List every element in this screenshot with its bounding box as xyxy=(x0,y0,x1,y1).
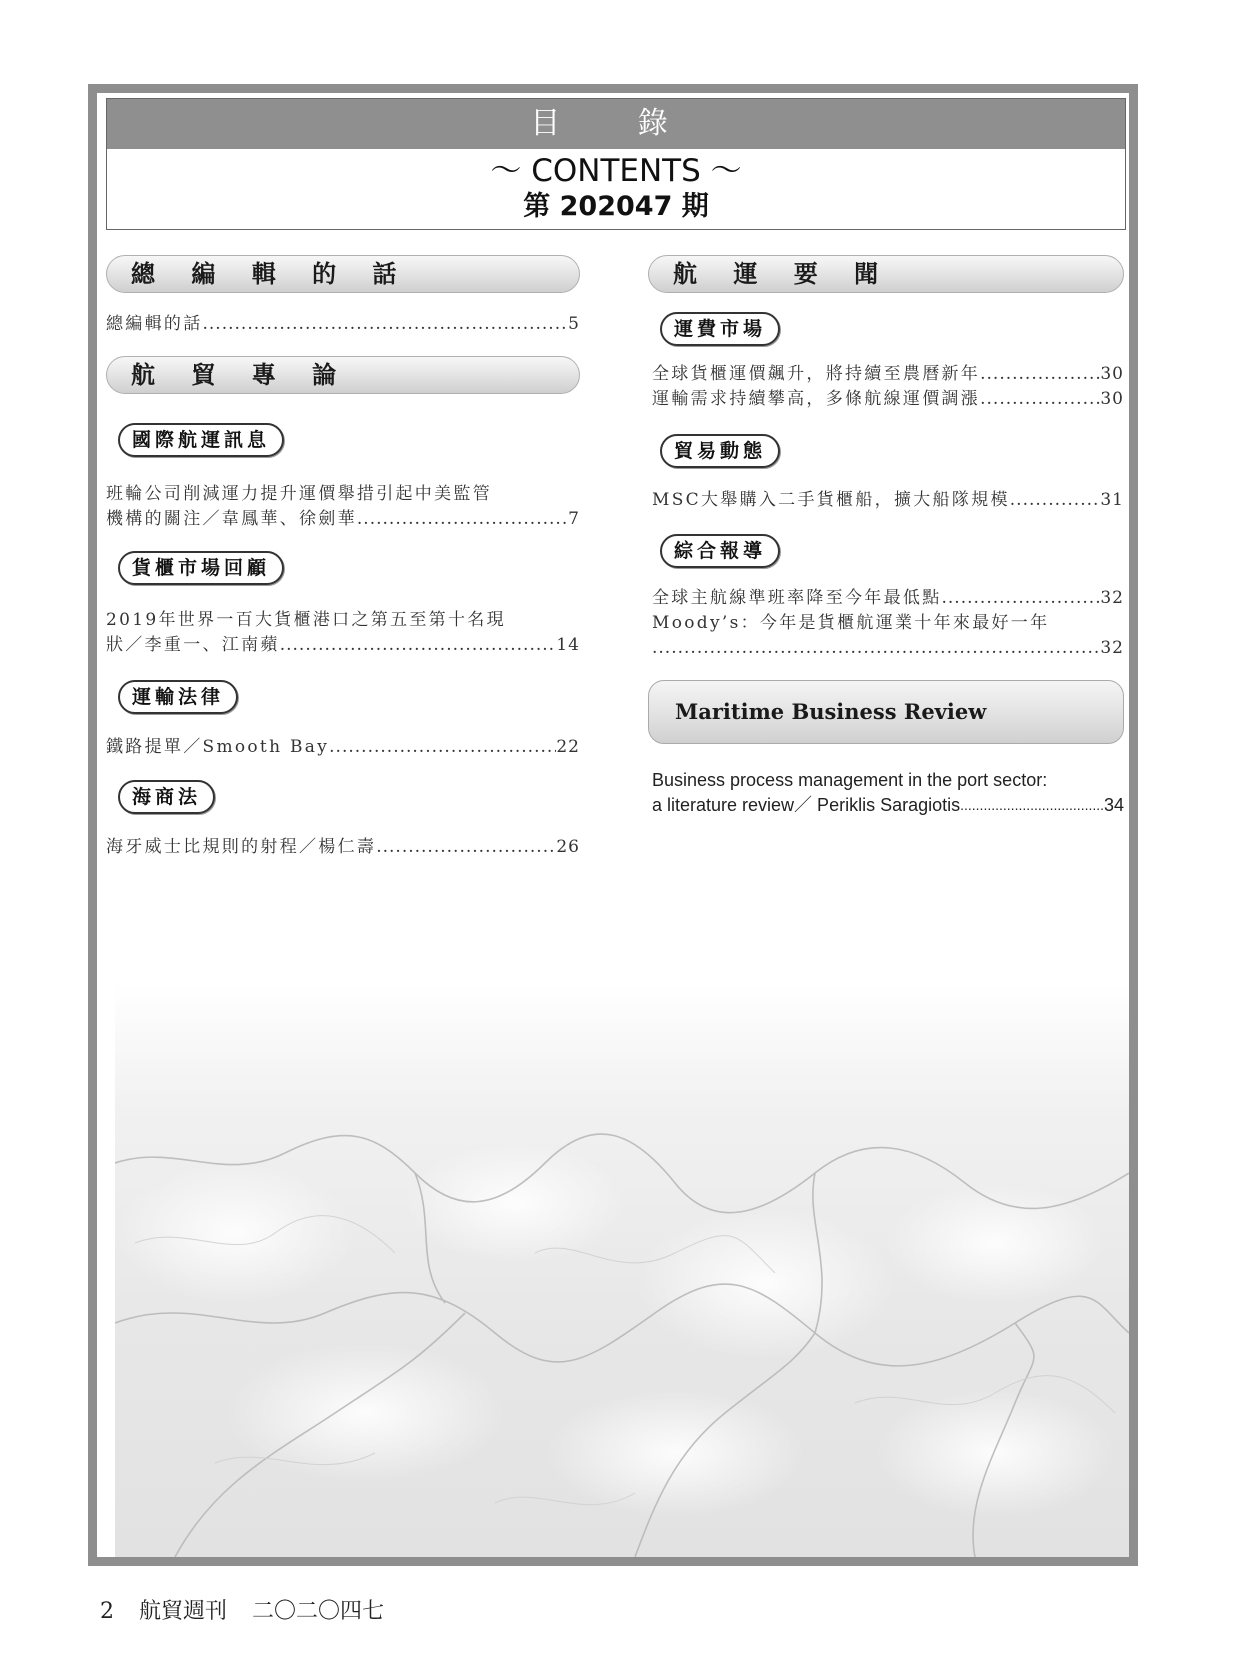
category-container-review: 貨櫃市場回顧 xyxy=(118,551,284,585)
toc-entry-trade[interactable] xyxy=(652,488,1124,513)
entry-page: 32 xyxy=(1100,588,1124,608)
entry-page: 34 xyxy=(1103,795,1124,815)
toc-entry-law[interactable] xyxy=(106,735,580,760)
leader-dots xyxy=(652,636,1100,661)
entry-page: 5 xyxy=(568,314,580,334)
toc-entry-freight-2[interactable] xyxy=(652,387,1124,412)
contents-subtitle: ～ CONTENTS ～ xyxy=(490,153,742,189)
entry-title: MSC大舉購入二手貨櫃船，擴大船隊規模 xyxy=(652,490,1010,510)
entry-page: 26 xyxy=(556,837,580,857)
issue-number: 第 202047 期 xyxy=(523,191,709,222)
category-maritime-law: 海商法 xyxy=(118,780,215,814)
footer-page-number: 2 xyxy=(100,1599,114,1624)
entry-title: 總編輯的話 xyxy=(106,314,203,334)
category-transport-law: 運輸法律 xyxy=(118,680,238,714)
category-freight-market: 運費市場 xyxy=(660,312,780,346)
marble-background-image xyxy=(115,983,1129,1557)
toc-entry-mbr[interactable] xyxy=(652,768,1124,818)
section-editor-note: 總 編 輯 的 話 xyxy=(106,255,580,293)
toc-entry-maritime[interactable] xyxy=(106,835,580,860)
entry-page: 30 xyxy=(1100,364,1124,384)
leader-dots xyxy=(376,835,556,860)
entry-title-line2: 狀／李重一、江南蘋 xyxy=(106,635,280,655)
entry-page: 32 xyxy=(1100,638,1124,658)
toc-entry-freight-1[interactable] xyxy=(652,362,1124,387)
toc-entry-intl[interactable] xyxy=(106,482,580,532)
section-commentary: 航 貿 專 論 xyxy=(106,356,580,394)
toc-entry-editor-note[interactable] xyxy=(106,312,580,337)
leader-dots xyxy=(329,735,556,760)
contents-header xyxy=(106,98,1126,230)
entry-title: 海牙威士比規則的射程／楊仁壽 xyxy=(106,837,377,857)
entry-page: 22 xyxy=(556,737,580,757)
page-frame xyxy=(88,84,1138,1566)
entry-title-line1: Moody’s：今年是貨櫃航運業十年來最好一年 xyxy=(652,613,1050,633)
entry-title-line1: 班輪公司削減運力提升運價舉措引起中美監管 xyxy=(106,484,492,504)
footer-publication: 航貿週刊 xyxy=(139,1599,228,1624)
leader-dots xyxy=(357,507,568,532)
leader-dots xyxy=(980,387,1100,412)
page-footer xyxy=(100,1594,402,1625)
entry-title-line1: 2019年世界一百大貨櫃港口之第五至第十名現 xyxy=(106,610,506,630)
entry-page: 7 xyxy=(568,509,580,529)
toc-entry-general-2[interactable] xyxy=(652,611,1124,661)
leader-dots xyxy=(960,793,1104,818)
leader-dots xyxy=(1010,488,1101,513)
entry-title-line2: 機構的關注／韋鳳華、徐劍華 xyxy=(106,509,357,529)
entry-title: 全球主航線準班率降至今年最低點 xyxy=(652,588,942,608)
entry-title-line1: Business process management in the port sector: xyxy=(652,770,1048,790)
toc-entry-general-1[interactable] xyxy=(652,586,1124,611)
leader-dots xyxy=(280,633,557,658)
leader-dots xyxy=(942,586,1101,611)
entry-page: 14 xyxy=(556,635,580,655)
section-maritime-business-review: Maritime Business Review xyxy=(648,680,1124,744)
entry-title: 運輸需求持續攀高，多條航線運價調漲 xyxy=(652,389,981,409)
page-title: 目 錄 xyxy=(107,99,1125,149)
entry-title-line2: a literature review／ Periklis Saragiotis xyxy=(652,795,961,815)
category-general-report: 綜合報導 xyxy=(660,534,780,568)
section-shipping-news: 航 運 要 聞 xyxy=(648,255,1124,293)
entry-title: 鐵路提單／Smooth Bay xyxy=(106,737,330,757)
leader-dots xyxy=(980,362,1100,387)
entry-page: 31 xyxy=(1100,490,1124,510)
entry-page: 30 xyxy=(1100,389,1124,409)
category-trade-dynamics: 貿易動態 xyxy=(660,434,780,468)
entry-title: 全球貨櫃運價飆升，將持續至農曆新年 xyxy=(652,364,981,384)
footer-issue: 二〇二〇四七 xyxy=(252,1599,385,1624)
category-intl-shipping: 國際航運訊息 xyxy=(118,423,284,457)
toc-entry-container[interactable] xyxy=(106,608,580,658)
leader-dots xyxy=(203,312,569,337)
